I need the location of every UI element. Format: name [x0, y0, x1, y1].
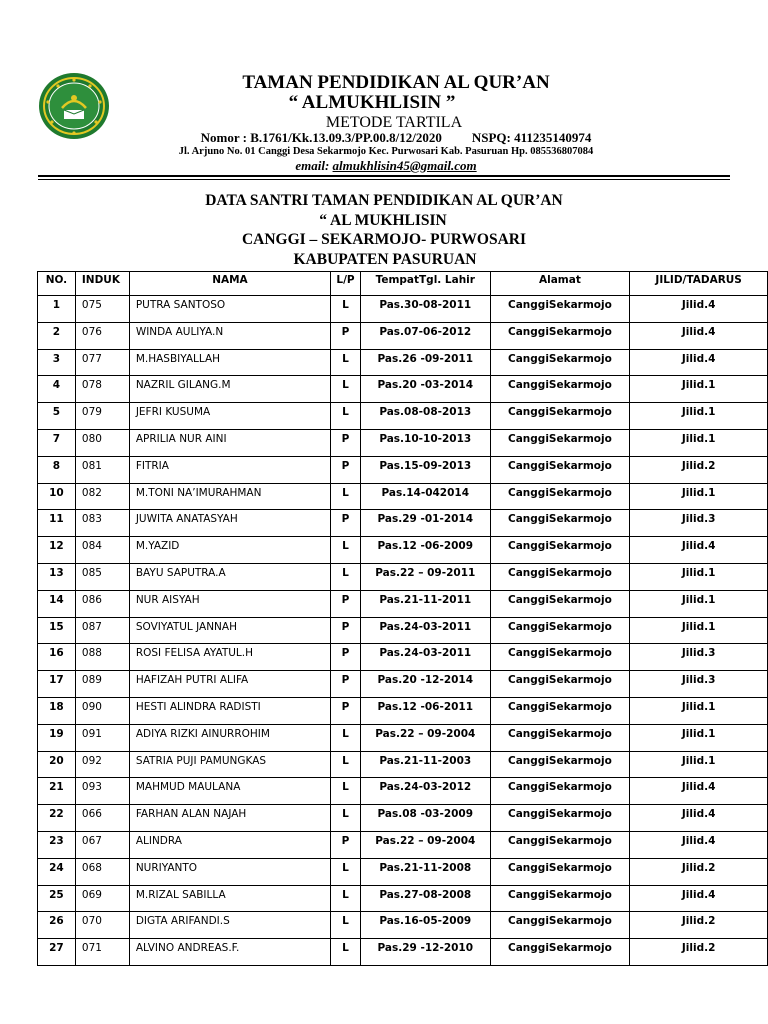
table-row	[38, 697, 768, 724]
cell-col-induk: 080	[75, 429, 129, 456]
cell-col-jilid: Jilid.4	[630, 537, 768, 564]
cell-col-lp: P	[331, 322, 361, 349]
table-header-row	[38, 272, 768, 296]
cell-col-jilid: Jilid.1	[630, 590, 768, 617]
cell-col-nama: SATRIA PUJI PAMUNGKAS	[129, 751, 330, 778]
cell-col-induk: 081	[75, 456, 129, 483]
table-row	[38, 644, 768, 671]
cell-col-jilid: Jilid.1	[630, 751, 768, 778]
table-row	[38, 858, 768, 885]
table-row	[38, 751, 768, 778]
table-row	[38, 376, 768, 403]
cell-col-ttl: Pas.30-08-2011	[360, 296, 490, 323]
cell-col-ttl: Pas.20 -03-2014	[360, 376, 490, 403]
cell-col-lp: P	[331, 644, 361, 671]
cell-col-no: 3	[38, 349, 76, 376]
cell-col-induk: 093	[75, 778, 129, 805]
cell-col-ttl: Pas.21-11-2008	[360, 858, 490, 885]
cell-col-lp: L	[331, 724, 361, 751]
table-row	[38, 322, 768, 349]
title-line-4: KABUPATEN PASURUAN	[293, 250, 477, 268]
cell-col-lp: L	[331, 376, 361, 403]
cell-col-alamat: CanggiSekarmojo	[490, 617, 630, 644]
cell-col-induk: 076	[75, 322, 129, 349]
cell-col-ttl: Pas.08 -03-2009	[360, 805, 490, 832]
cell-col-jilid: Jilid.2	[630, 939, 768, 966]
cell-col-alamat: CanggiSekarmojo	[490, 590, 630, 617]
title-line-3: CANGGI – SEKARMOJO- PURWOSARI	[241, 231, 527, 248]
cell-col-jilid: Jilid.4	[630, 322, 768, 349]
cell-col-jilid: Jilid.2	[630, 858, 768, 885]
table-row	[38, 510, 768, 537]
cell-col-no: 8	[38, 456, 76, 483]
cell-col-nama: ALVINO ANDREAS.F.	[129, 939, 330, 966]
school-name: “ ALMUKHLISIN ”	[288, 92, 456, 113]
table-row	[38, 537, 768, 564]
cell-col-ttl: Pas.22 – 09-2011	[360, 563, 490, 590]
cell-col-jilid: Jilid.1	[630, 403, 768, 430]
cell-col-jilid: Jilid.3	[630, 510, 768, 537]
cell-col-induk: 067	[75, 831, 129, 858]
cell-col-alamat: CanggiSekarmojo	[490, 912, 630, 939]
cell-col-nama: MAHMUD MAULANA	[129, 778, 330, 805]
cell-col-nama: DIGTA ARIFANDI.S	[129, 912, 330, 939]
cell-col-jilid: Jilid.2	[630, 456, 768, 483]
cell-col-nama: PUTRA SANTOSO	[129, 296, 330, 323]
header-divider-thick	[38, 175, 730, 177]
cell-col-alamat: CanggiSekarmojo	[490, 349, 630, 376]
cell-col-no: 7	[38, 429, 76, 456]
cell-col-lp: P	[331, 831, 361, 858]
table-row	[38, 296, 768, 323]
header-col-jilid: JILID/TADARUS	[630, 272, 768, 296]
cell-col-alamat: CanggiSekarmojo	[490, 858, 630, 885]
cell-col-induk: 084	[75, 537, 129, 564]
cell-col-induk: 090	[75, 697, 129, 724]
cell-col-nama: NAZRIL GILANG.M	[129, 376, 330, 403]
cell-col-induk: 075	[75, 296, 129, 323]
cell-col-no: 11	[38, 510, 76, 537]
cell-col-jilid: Jilid.4	[630, 296, 768, 323]
table-row	[38, 617, 768, 644]
cell-col-ttl: Pas.26 -09-2011	[360, 349, 490, 376]
table-row	[38, 483, 768, 510]
cell-col-no: 24	[38, 858, 76, 885]
cell-col-lp: L	[331, 751, 361, 778]
cell-col-ttl: Pas.24-03-2011	[360, 644, 490, 671]
cell-col-ttl: Pas.20 -12-2014	[360, 671, 490, 698]
cell-col-alamat: CanggiSekarmojo	[490, 939, 630, 966]
method-name: METODE TARTILA	[325, 114, 463, 131]
table-row	[38, 778, 768, 805]
table-row	[38, 671, 768, 698]
cell-col-no: 15	[38, 617, 76, 644]
cell-col-no: 17	[38, 671, 76, 698]
cell-col-lp: L	[331, 858, 361, 885]
cell-col-ttl: Pas.08-08-2013	[360, 403, 490, 430]
cell-col-lp: L	[331, 939, 361, 966]
cell-col-nama: JEFRI KUSUMA	[129, 403, 330, 430]
cell-col-no: 20	[38, 751, 76, 778]
table-row	[38, 429, 768, 456]
cell-col-alamat: CanggiSekarmojo	[490, 296, 630, 323]
header-col-nama: NAMA	[129, 272, 330, 296]
cell-col-nama: FITRIA	[129, 456, 330, 483]
cell-col-induk: 086	[75, 590, 129, 617]
cell-col-alamat: CanggiSekarmojo	[490, 697, 630, 724]
cell-col-no: 4	[38, 376, 76, 403]
cell-col-induk: 070	[75, 912, 129, 939]
cell-col-alamat: CanggiSekarmojo	[490, 805, 630, 832]
cell-col-lp: L	[331, 805, 361, 832]
cell-col-induk: 069	[75, 885, 129, 912]
cell-col-jilid: Jilid.1	[630, 483, 768, 510]
cell-col-ttl: Pas.14-042014	[360, 483, 490, 510]
cell-col-lp: L	[331, 483, 361, 510]
table-row	[38, 456, 768, 483]
cell-col-nama: NURIYANTO	[129, 858, 330, 885]
address-line: Jl. Arjuno No. 01 Canggi Desa Sekarmojo Kec. Purwosari Kab. Pasuruan Hp. 085536807084	[178, 146, 594, 157]
title-line-2: “ AL MUKHLISIN	[319, 211, 447, 229]
cell-col-lp: L	[331, 403, 361, 430]
table-row	[38, 724, 768, 751]
cell-col-alamat: CanggiSekarmojo	[490, 563, 630, 590]
cell-col-ttl: Pas.07-06-2012	[360, 322, 490, 349]
cell-col-ttl: Pas.21-11-2011	[360, 590, 490, 617]
cell-col-nama: APRILIA NUR AINI	[129, 429, 330, 456]
cell-col-jilid: Jilid.3	[630, 644, 768, 671]
cell-col-induk: 087	[75, 617, 129, 644]
cell-col-lp: P	[331, 590, 361, 617]
cell-col-induk: 068	[75, 858, 129, 885]
cell-col-nama: M.YAZID	[129, 537, 330, 564]
cell-col-ttl: Pas.24-03-2012	[360, 778, 490, 805]
cell-col-induk: 091	[75, 724, 129, 751]
school-type: TAMAN PENDIDIKAN AL QUR’AN	[242, 72, 550, 93]
cell-col-lp: L	[331, 885, 361, 912]
cell-col-lp: P	[331, 456, 361, 483]
table-body	[38, 296, 768, 966]
cell-col-no: 25	[38, 885, 76, 912]
cell-col-ttl: Pas.24-03-2011	[360, 617, 490, 644]
cell-col-no: 23	[38, 831, 76, 858]
cell-col-lp: L	[331, 563, 361, 590]
cell-col-jilid: Jilid.1	[630, 429, 768, 456]
cell-col-ttl: Pas.21-11-2003	[360, 751, 490, 778]
cell-col-nama: HESTI ALINDRA RADISTI	[129, 697, 330, 724]
cell-col-lp: P	[331, 617, 361, 644]
cell-col-no: 21	[38, 778, 76, 805]
cell-col-jilid: Jilid.1	[630, 724, 768, 751]
cell-col-nama: M.RIZAL SABILLA	[129, 885, 330, 912]
cell-col-jilid: Jilid.1	[630, 697, 768, 724]
cell-col-alamat: CanggiSekarmojo	[490, 671, 630, 698]
cell-col-jilid: Jilid.3	[630, 671, 768, 698]
cell-col-nama: NUR AISYAH	[129, 590, 330, 617]
email-link[interactable]: almukhlisin45@gmail.com	[332, 158, 477, 173]
table-row	[38, 563, 768, 590]
cell-col-no: 13	[38, 563, 76, 590]
table-row	[38, 805, 768, 832]
cell-col-alamat: CanggiSekarmojo	[490, 751, 630, 778]
cell-col-no: 27	[38, 939, 76, 966]
cell-col-alamat: CanggiSekarmojo	[490, 831, 630, 858]
cell-col-ttl: Pas.22 – 09-2004	[360, 831, 490, 858]
cell-col-induk: 071	[75, 939, 129, 966]
cell-col-induk: 066	[75, 805, 129, 832]
registration-line	[12, 130, 768, 146]
cell-col-ttl: Pas.22 – 09-2004	[360, 724, 490, 751]
cell-col-lp: P	[331, 697, 361, 724]
cell-col-alamat: CanggiSekarmojo	[490, 510, 630, 537]
cell-col-nama: M.HASBIYALLAH	[129, 349, 330, 376]
header-col-ttl: TempatTgl. Lahir	[360, 272, 490, 296]
cell-col-lp: L	[331, 349, 361, 376]
cell-col-induk: 078	[75, 376, 129, 403]
table-row	[38, 939, 768, 966]
cell-col-jilid: Jilid.1	[630, 376, 768, 403]
email-label: email:	[295, 158, 330, 173]
cell-col-no: 19	[38, 724, 76, 751]
cell-col-alamat: CanggiSekarmojo	[490, 778, 630, 805]
cell-col-jilid: Jilid.4	[630, 349, 768, 376]
registration-number: Nomor : B.1761/Kk.13.09.3/PP.00.8/12/2020	[200, 130, 442, 145]
cell-col-jilid: Jilid.4	[630, 778, 768, 805]
email-line	[2, 158, 768, 174]
cell-col-induk: 082	[75, 483, 129, 510]
cell-col-nama: FARHAN ALAN NAJAH	[129, 805, 330, 832]
cell-col-lp: P	[331, 671, 361, 698]
header-col-lp: L/P	[331, 272, 361, 296]
cell-col-induk: 092	[75, 751, 129, 778]
cell-col-induk: 079	[75, 403, 129, 430]
cell-col-no: 16	[38, 644, 76, 671]
title-line-1: DATA SANTRI TAMAN PENDIDIKAN AL QUR’AN	[205, 192, 563, 209]
table-row	[38, 349, 768, 376]
cell-col-nama: ALINDRA	[129, 831, 330, 858]
cell-col-nama: BAYU SAPUTRA.A	[129, 563, 330, 590]
cell-col-no: 10	[38, 483, 76, 510]
header-col-alamat: Alamat	[490, 272, 630, 296]
cell-col-nama: ADIYA RIZKI AINURROHIM	[129, 724, 330, 751]
cell-col-nama: JUWITA ANATASYAH	[129, 510, 330, 537]
cell-col-no: 2	[38, 322, 76, 349]
cell-col-alamat: CanggiSekarmojo	[490, 885, 630, 912]
cell-col-jilid: Jilid.1	[630, 617, 768, 644]
cell-col-nama: SOVIYATUL JANNAH	[129, 617, 330, 644]
cell-col-ttl: Pas.16-05-2009	[360, 912, 490, 939]
cell-col-nama: WINDA AULIYA.N	[129, 322, 330, 349]
cell-col-ttl: Pas.29 -01-2014	[360, 510, 490, 537]
cell-col-ttl: Pas.15-09-2013	[360, 456, 490, 483]
cell-col-lp: P	[331, 429, 361, 456]
cell-col-alamat: CanggiSekarmojo	[490, 403, 630, 430]
nspq-number: NSPQ: 411235140974	[471, 130, 592, 145]
cell-col-induk: 085	[75, 563, 129, 590]
cell-col-no: 1	[38, 296, 76, 323]
cell-col-lp: L	[331, 537, 361, 564]
table-row	[38, 831, 768, 858]
cell-col-ttl: Pas.12 -06-2011	[360, 697, 490, 724]
header-divider-thin	[38, 179, 730, 180]
cell-col-alamat: CanggiSekarmojo	[490, 644, 630, 671]
table-row	[38, 912, 768, 939]
cell-col-ttl: Pas.29 -12-2010	[360, 939, 490, 966]
cell-col-nama: M.TONI NA’IMURAHMAN	[129, 483, 330, 510]
table-row	[38, 590, 768, 617]
cell-col-no: 26	[38, 912, 76, 939]
cell-col-alamat: CanggiSekarmojo	[490, 322, 630, 349]
cell-col-lp: L	[331, 778, 361, 805]
table-row	[38, 403, 768, 430]
cell-col-nama: HAFIZAH PUTRI ALIFA	[129, 671, 330, 698]
cell-col-alamat: CanggiSekarmojo	[490, 456, 630, 483]
cell-col-ttl: Pas.27-08-2008	[360, 885, 490, 912]
cell-col-nama: ROSI FELISA AYATUL.H	[129, 644, 330, 671]
cell-col-ttl: Pas.12 -06-2009	[360, 537, 490, 564]
cell-col-no: 12	[38, 537, 76, 564]
cell-col-no: 14	[38, 590, 76, 617]
cell-col-alamat: CanggiSekarmojo	[490, 376, 630, 403]
cell-col-alamat: CanggiSekarmojo	[490, 483, 630, 510]
header-col-no: NO.	[38, 272, 76, 296]
document-title	[0, 191, 768, 269]
cell-col-no: 22	[38, 805, 76, 832]
cell-col-jilid: Jilid.4	[630, 885, 768, 912]
cell-col-alamat: CanggiSekarmojo	[490, 429, 630, 456]
cell-col-jilid: Jilid.4	[630, 805, 768, 832]
cell-col-alamat: CanggiSekarmojo	[490, 724, 630, 751]
cell-col-jilid: Jilid.4	[630, 831, 768, 858]
cell-col-no: 5	[38, 403, 76, 430]
cell-col-lp: L	[331, 296, 361, 323]
cell-col-ttl: Pas.10-10-2013	[360, 429, 490, 456]
cell-col-jilid: Jilid.1	[630, 563, 768, 590]
cell-col-lp: L	[331, 912, 361, 939]
header-col-induk: INDUK	[75, 272, 129, 296]
cell-col-induk: 088	[75, 644, 129, 671]
cell-col-induk: 089	[75, 671, 129, 698]
cell-col-no: 18	[38, 697, 76, 724]
cell-col-jilid: Jilid.2	[630, 912, 768, 939]
student-table	[37, 271, 768, 966]
cell-col-induk: 077	[75, 349, 129, 376]
table-row	[38, 885, 768, 912]
cell-col-alamat: CanggiSekarmojo	[490, 537, 630, 564]
cell-col-induk: 083	[75, 510, 129, 537]
cell-col-lp: P	[331, 510, 361, 537]
